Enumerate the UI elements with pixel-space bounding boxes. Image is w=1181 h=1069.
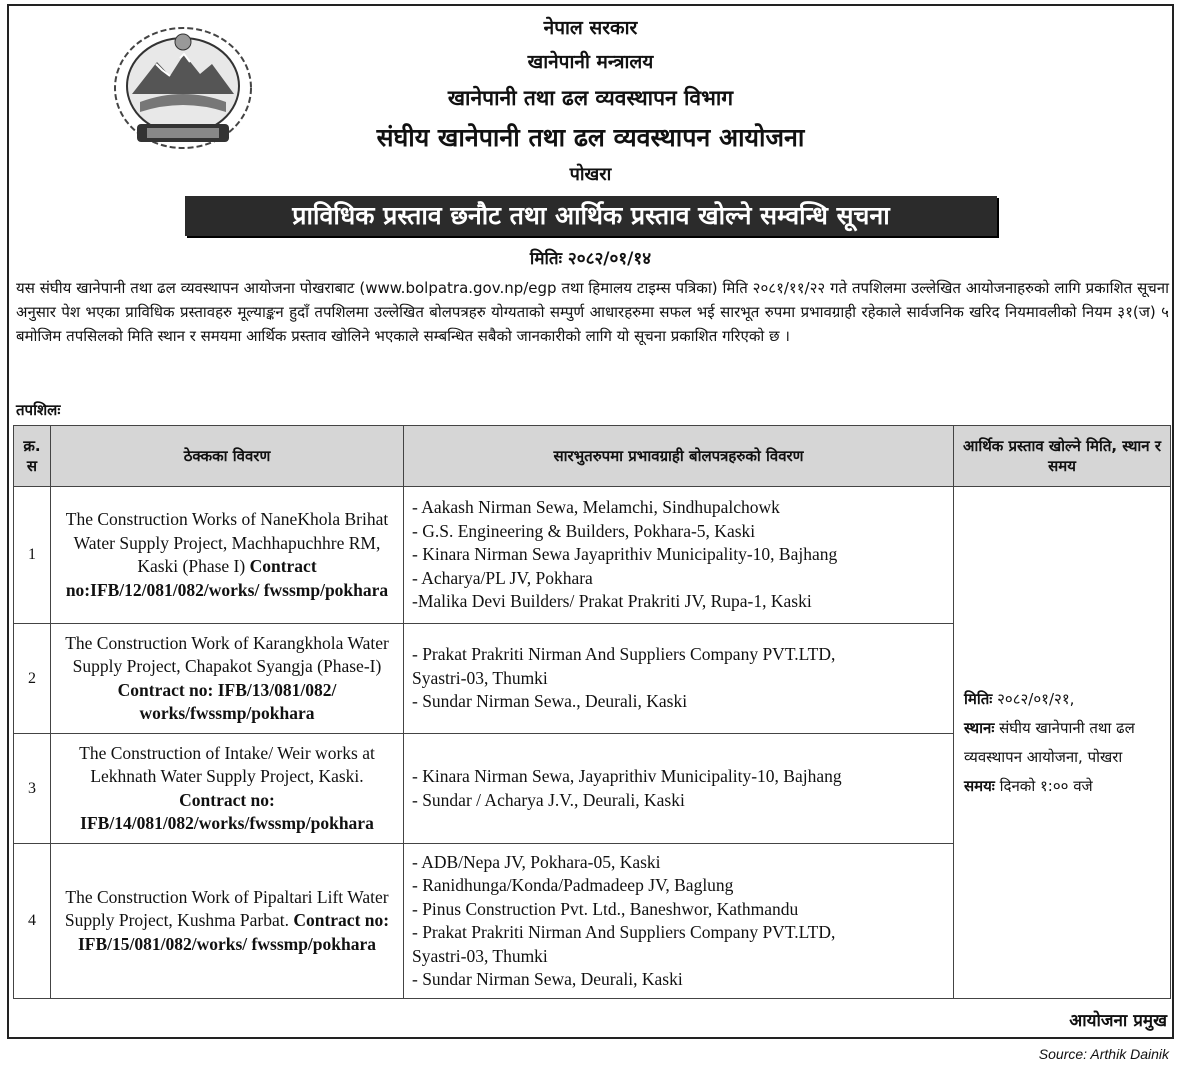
opening-date-value: २०८२/०१/२१, xyxy=(997,689,1075,708)
bidder-item: - Kinara Nirman Sewa, Jayaprithiv Municipality-10, Bajhang xyxy=(412,766,842,786)
bidder-item: - Prakat Prakriti Nirman And Suppliers Company PVT.LTD, xyxy=(412,644,836,665)
bidder-item: - Acharya/PL JV, Pokhara xyxy=(412,567,593,588)
header-contract: ठेक्कका विवरण xyxy=(51,426,404,487)
bidder-item: - Sundar / Acharya J.V., Deurali, Kaski xyxy=(412,789,685,810)
bidder-item: Syastri-03, Thumki xyxy=(412,667,548,688)
contract-title: The Construction Work of Pipaltari Lift Water Supply Project, Kushma Parbat. xyxy=(64,886,389,931)
contract-number: Contract no:IFB/12/081/082/works/ fwssmp/pokhara xyxy=(65,556,389,600)
table-header-row xyxy=(14,426,1171,487)
header-bidders: सारभुतरुपमा प्रभावग्राही बोलपत्रहरुको विवरण xyxy=(404,426,954,487)
bidder-item: - Kinara Nirman Sewa Jayaprithiv Municipality-10, Bajhang xyxy=(412,544,838,565)
bid-table xyxy=(13,425,1171,999)
signature-project-chief: आयोजना प्रमुख xyxy=(1069,1011,1167,1031)
opening-place-label: स्थानः xyxy=(964,718,995,737)
row-sn: 1 xyxy=(14,487,51,624)
bidder-item: - Prakat Prakriti Nirman And Suppliers Company PVT.LTD, xyxy=(412,922,836,942)
header-sn: क्र. स xyxy=(14,426,51,487)
bidder-item: - G.S. Engineering & Builders, Pokhara-5, Kaski xyxy=(412,520,756,541)
notice-date: मितिः २०८२/०१/१४ xyxy=(529,249,652,269)
header-department: खानेपानी तथा ढल व्यवस्थापन विभाग xyxy=(447,86,734,110)
details-label: तपशिलः xyxy=(16,401,61,419)
notice-title: प्राविधिक प्रस्ताव छनौट तथा आर्थिक प्रस्ताव खोल्ने सम्वन्धि सूचना xyxy=(185,196,997,236)
row-bidders xyxy=(404,487,954,624)
bidder-item: - Sundar Nirman Sewa., Deurali, Kaski xyxy=(412,691,688,712)
row-contract-desc xyxy=(51,624,404,734)
bidder-item: - ADB/Nepa JV, Pokhara-05, Kaski xyxy=(412,851,661,872)
contract-number: Contract no: IFB/13/081/082/ works/fwssmp/pokhara xyxy=(117,679,337,723)
row-bidders xyxy=(404,624,954,734)
bidder-item: - Sundar Nirman Sewa, Deurali, Kaski xyxy=(412,969,683,989)
contract-number: Contract no: IFB/14/081/082/works/fwssmp/pokhara xyxy=(80,789,374,833)
opening-details xyxy=(954,487,1171,999)
row-contract-desc xyxy=(51,487,404,624)
header-line-1: नेपाल सरकार xyxy=(543,17,638,39)
notice-body: यस संघीय खानेपानी तथा ढल व्यवस्थापन आयोजना पोखराबाट (www.bolpatra.gov.np/egp तथा हिमालय टाइम्स पत्रिका) मिति २०८१/११/२२ गते तपशिलमा उल्लेखित आयोजनाहरुको लागि प्रकाशित सूचना अनुसार पेश भएका प्राविधिक प्रस्तावहरु मूल्याङ्कन हुदाँ तपशिलमा उल्लेखित बोलपत्रहरु योग्यताको सम्पुर्ण आधारहरुमा सफल भई सारभूत रुपमा प्रभावग्राही रहेकाले सार्वजनिक खरिद नियमावलीको नियम ३१(ज) ५ बमोजिम तपसिलको मिति स्थान र समयमा आर्थिक प्रस्ताव खोलिने भएकाले सम्बन्धित सबैको जानकारीको लागि यो सूचना प्रकाशित गरिएको छ । xyxy=(16,279,1169,345)
table-row xyxy=(14,487,1171,624)
row-sn: 2 xyxy=(14,624,51,734)
row-sn: 3 xyxy=(14,734,51,844)
row-contract-desc xyxy=(51,734,404,844)
row-contract-desc xyxy=(51,844,404,999)
bidder-item: -Malika Devi Builders/ Prakat Prakriti JV, Rupa-1, Kaski xyxy=(412,591,812,612)
opening-place-value: संघीय खानेपानी तथा ढल व्यवस्थापन आयोजना, पोखरा xyxy=(964,718,1135,766)
contract-title: The Construction Work of Karangkhola Water Supply Project, Chapakot Syangja (Phase-I) xyxy=(65,632,389,676)
bidder-item: - Pinus Construction Pvt. Ltd., Baneshwor, Kathmandu xyxy=(412,898,799,919)
header-project: संघीय खानेपानी तथा ढल व्यवस्थापन आयोजना xyxy=(376,123,805,152)
contract-number: Contract no: IFB/15/081/082/works/ fwssmp/pokhara xyxy=(77,910,390,954)
contract-title: The Construction Works of NaneKhola Brihat Water Supply Project, Machhapuchhre RM, Kaski (Phase I) xyxy=(65,509,389,576)
bidder-item: - Aakash Nirman Sewa, Melamchi, Sindhupalchowk xyxy=(412,497,780,518)
opening-time-label: समयः xyxy=(964,776,995,795)
header-opening: आर्थिक प्रस्ताव खोल्ने मिति, स्थान र समय xyxy=(954,426,1171,487)
row-sn: 4 xyxy=(14,844,51,999)
header-ministry: खानेपानी मन्त्रालय xyxy=(527,51,654,73)
bidder-item: Syastri-03, Thumki xyxy=(412,945,548,966)
bidder-item: - Ranidhunga/Konda/Padmadeep JV, Baglung xyxy=(412,875,734,895)
opening-time-value: दिनको १:०० वजे xyxy=(999,776,1093,795)
contract-title: The Construction of Intake/ Weir works at Lekhnath Water Supply Project, Kaski. xyxy=(79,742,375,786)
header-city: पोखरा xyxy=(569,164,612,185)
row-bidders xyxy=(404,844,954,999)
row-bidders xyxy=(404,734,954,844)
source-credit: Source: Arthik Dainik xyxy=(1038,1046,1169,1062)
opening-date-label: मितिः xyxy=(964,689,993,708)
